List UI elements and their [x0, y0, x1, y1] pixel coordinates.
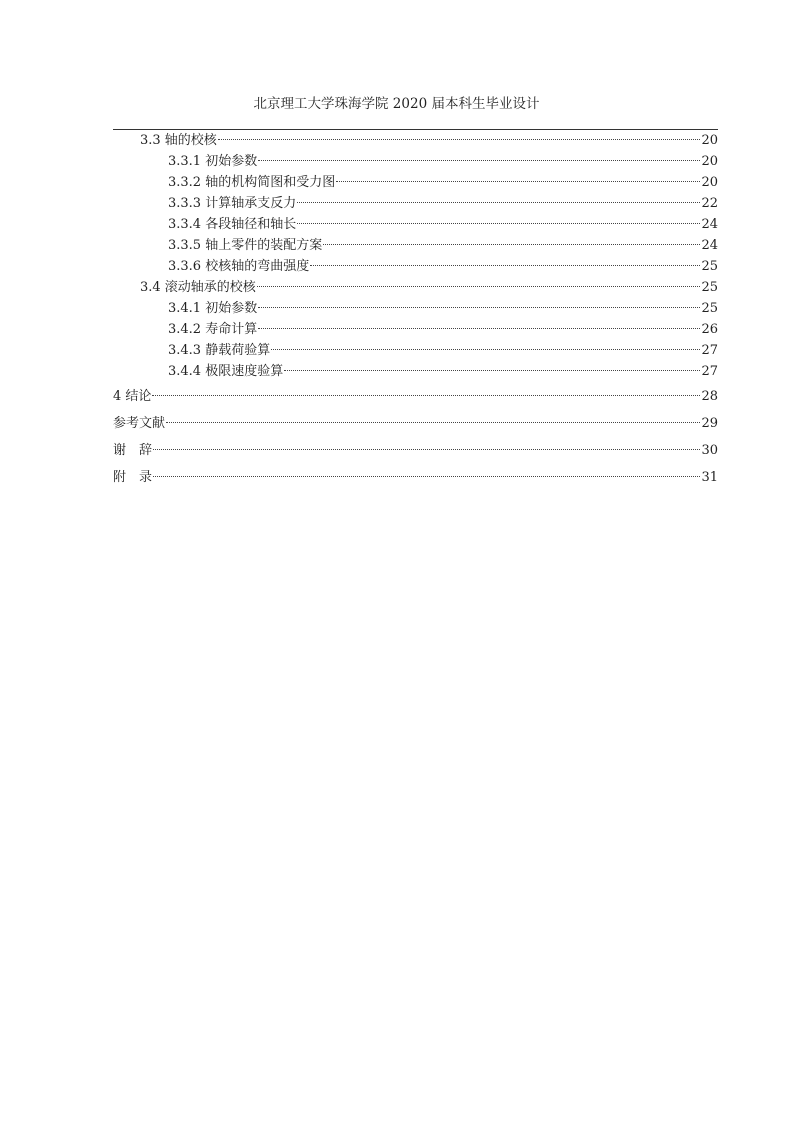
toc-entry[interactable]	[140, 131, 718, 151]
toc-entry-page: 20	[701, 133, 718, 148]
toc-dot-leader	[152, 395, 700, 396]
toc-entry-label: 3.3.6 校核轴的弯曲强度	[168, 259, 310, 274]
toc-entry-page: 27	[701, 343, 718, 358]
toc-entry-label: 3.3.3 计算轴承支反力	[168, 196, 297, 211]
toc-entry-page: 30	[701, 443, 718, 458]
toc-dot-leader	[258, 328, 700, 329]
toc-entry[interactable]	[168, 152, 718, 172]
toc-entry[interactable]	[168, 320, 718, 340]
toc-dot-leader	[271, 349, 700, 350]
page-header: 北京理工大学珠海学院 2020 届本科生毕业设计	[253, 96, 540, 112]
toc-entry[interactable]	[168, 362, 718, 382]
toc-entry-label: 3.4.3 静载荷验算	[168, 343, 271, 358]
toc-entry-label: 附 录	[113, 470, 153, 485]
toc-entry[interactable]	[168, 173, 718, 193]
toc-entry[interactable]	[168, 236, 718, 256]
toc-dot-leader	[258, 307, 700, 308]
toc-entry-page: 25	[701, 259, 718, 274]
toc-entry[interactable]	[140, 278, 718, 298]
toc-entry-page: 31	[701, 470, 718, 485]
toc-dot-leader	[153, 449, 700, 450]
toc-dot-leader	[323, 244, 700, 245]
toc-entry-label: 3.3.5 轴上零件的装配方案	[168, 238, 323, 253]
toc-entry[interactable]	[168, 341, 718, 361]
toc-dot-leader	[297, 223, 700, 224]
toc-dot-leader	[218, 139, 701, 140]
toc-dot-leader	[257, 286, 701, 287]
header-rule	[113, 129, 718, 130]
toc-entry-page: 20	[701, 175, 718, 190]
toc-entry[interactable]	[113, 468, 718, 488]
toc-entry-label: 谢 辞	[113, 443, 153, 458]
toc-entry-label: 3.3.1 初始参数	[168, 154, 258, 169]
toc-dot-leader	[153, 476, 700, 477]
toc-entry-page: 25	[701, 280, 718, 295]
toc-entry-page: 27	[701, 364, 718, 379]
toc-entry-label: 3.3.4 各段轴径和轴长	[168, 217, 297, 232]
toc-dot-leader	[284, 370, 700, 371]
toc-entry-page: 25	[701, 301, 718, 316]
toc-entry-label: 4 结论	[113, 389, 152, 404]
toc-entry[interactable]	[168, 194, 718, 214]
toc-entry-page: 29	[701, 416, 718, 431]
toc-entry-label: 参考文献	[113, 416, 166, 431]
toc-entry-label: 3.3 轴的校核	[140, 133, 217, 148]
toc-dot-leader	[258, 160, 700, 161]
toc-entry-label: 3.4.1 初始参数	[168, 301, 258, 316]
toc-entry-page: 24	[701, 238, 718, 253]
toc-entry-label: 3.4.2 寿命计算	[168, 322, 258, 337]
toc-entry[interactable]	[168, 299, 718, 319]
toc-dot-leader	[297, 202, 700, 203]
toc-entry-label: 3.4.4 极限速度验算	[168, 364, 284, 379]
toc-entry[interactable]	[168, 257, 718, 277]
toc-entry-page: 24	[701, 217, 718, 232]
toc-entry-label: 3.3.2 轴的机构简图和受力图	[168, 175, 336, 190]
toc-entry-page: 22	[701, 196, 718, 211]
toc-entry-page: 20	[701, 154, 718, 169]
toc-dot-leader	[310, 265, 700, 266]
toc-entry[interactable]	[113, 414, 718, 434]
toc-entry-label: 3.4 滚动轴承的校核	[140, 280, 256, 295]
toc-dot-leader	[336, 181, 700, 182]
toc-entry-page: 26	[701, 322, 718, 337]
toc-entry[interactable]	[113, 441, 718, 461]
toc-entry[interactable]	[113, 387, 718, 407]
toc-entry-page: 28	[701, 389, 718, 404]
toc-entry[interactable]	[168, 215, 718, 235]
toc-dot-leader	[166, 422, 700, 423]
